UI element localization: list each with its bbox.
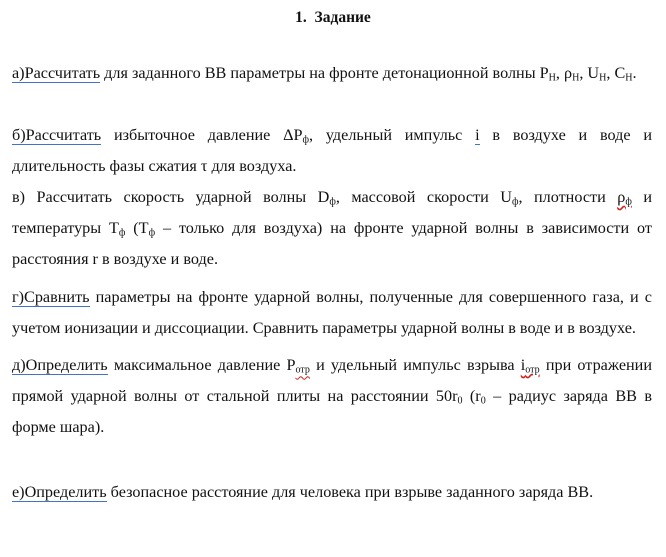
task-b-verb: Рассчитать: [25, 126, 102, 144]
task-v-rho: ρ: [617, 188, 626, 206]
task-a-sub-1: H: [548, 72, 556, 84]
task-a-text-4: , C: [606, 64, 626, 82]
task-v-sub-1: ф: [329, 196, 336, 208]
task-e-text-1: безопасное расстояние для человека при взрыве заданного заряда ВВ.: [106, 483, 594, 501]
task-v-sub-3: ф: [625, 196, 632, 208]
task-d-impulse-symbol: [521, 356, 540, 374]
task-d-text-2: и удельный импульс взрыва: [309, 356, 521, 374]
section-heading: [0, 9, 666, 27]
task-b-text-2: , удельный импульс: [309, 126, 476, 144]
task-d-text-3: при отражении прямой ударной волны от стальной плиты на расстоянии 50r: [12, 356, 652, 405]
task-b-impulse-symbol: i: [475, 126, 480, 144]
task-a-text-3: , U: [579, 64, 600, 82]
task-a-sub-2: H: [572, 72, 580, 84]
task-b-text-3: в воздухе и воде и длительность фазы сжатия τ для воздуха.: [12, 126, 652, 175]
task-a-label-link: [12, 64, 100, 83]
task-item-g: [12, 282, 652, 344]
task-a-text-2: , ρ: [555, 64, 573, 82]
task-a-text-1: для заданного ВВ параметры на фронте детонационной волны P: [100, 64, 549, 82]
task-d-verb: Определить: [25, 356, 108, 374]
task-v-text-2: , массовой скорости U: [335, 188, 512, 206]
task-g-label-link: [12, 288, 90, 307]
task-v-sub-4: ф: [118, 227, 126, 239]
task-d-sub-4: 0: [480, 395, 486, 407]
task-e-label: е): [12, 483, 25, 501]
task-v-text-3: , плотности: [518, 188, 618, 206]
task-item-e: [12, 477, 652, 508]
task-d-text-1: максимальное давление P: [107, 356, 296, 374]
task-b-label-link: [12, 126, 101, 145]
task-a-sub-4: H: [625, 72, 633, 84]
task-a-text-5: .: [632, 64, 637, 82]
task-v-sub-2: ф: [511, 196, 519, 208]
task-item-a: [12, 58, 652, 89]
task-e-verb: Определить: [24, 483, 107, 501]
task-v-sub-5: ф: [148, 227, 156, 239]
task-a-sub-3: H: [599, 72, 607, 84]
task-v-text-5: (T: [125, 219, 149, 237]
task-d-sub-1: отр: [295, 364, 310, 376]
heading-title: Задание: [314, 9, 371, 26]
task-item-d: [12, 350, 652, 443]
task-g-text-1: параметры на фронте ударной волны, полученные для совершенного газа, и с учетом ионизации и диссоциации. Сравнить параметры ударной волны в воде и в воздухе.: [12, 288, 652, 337]
task-d-i: i: [520, 356, 526, 374]
task-d-text-5: – радиус заряда ВВ в форме шара).: [12, 387, 653, 436]
task-v-text-6: – только для воздуха) на фронте ударной волны в зависимости от расстояния r в воздухе и воде.: [12, 219, 652, 268]
task-d-text-4: (r: [462, 387, 481, 405]
task-v-density-symbol: [617, 188, 632, 206]
task-d-sub-3: 0: [457, 395, 463, 407]
task-b-sub-1: ф: [302, 134, 310, 146]
task-a-verb: Рассчитать: [24, 64, 101, 82]
task-d-sub-2: отр: [525, 364, 540, 376]
task-b-text-1: избыточное давление ΔP: [101, 126, 303, 144]
task-d-label: д): [12, 356, 26, 374]
task-b-label: б): [12, 126, 26, 144]
task-v-text-4: и температуры T: [12, 188, 652, 237]
task-item-b: [12, 120, 652, 182]
task-v-text-1: в) Рассчитать скорость ударной волны D: [12, 188, 330, 206]
task-a-label: а): [12, 64, 25, 82]
task-d-label-link: [12, 356, 108, 375]
task-e-label-link: [12, 483, 107, 502]
task-item-v: [12, 182, 652, 275]
heading-number: 1.: [295, 9, 307, 26]
task-g-verb: Сравнить: [24, 288, 90, 306]
task-g-label: г): [12, 288, 25, 306]
